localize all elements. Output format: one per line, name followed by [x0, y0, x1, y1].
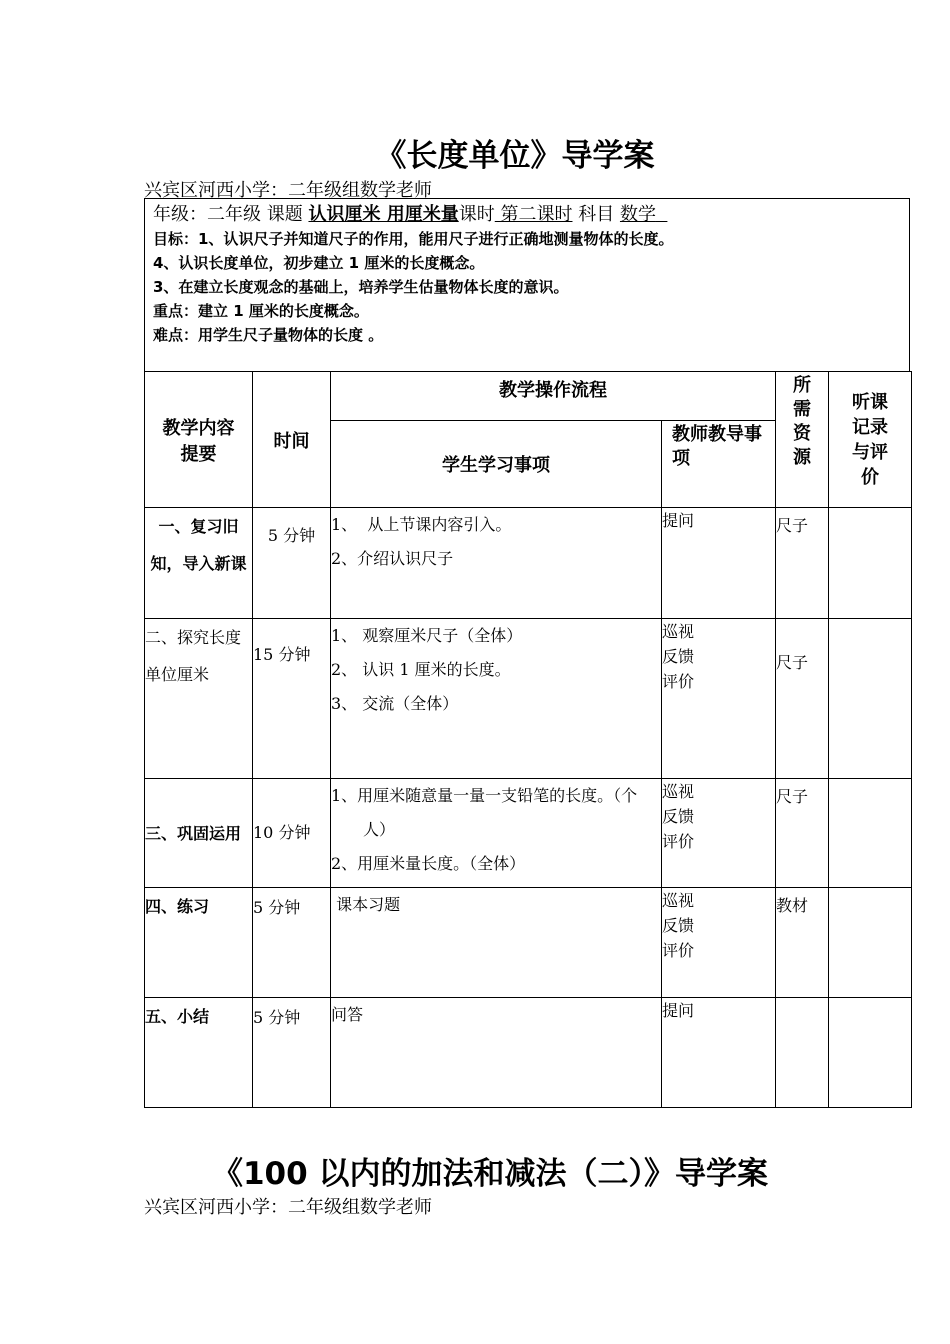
grade-value: 二年级: [207, 204, 261, 225]
lesson-info-box: [144, 198, 910, 372]
grade-label: 年级：: [153, 204, 207, 225]
resource-cell: 教材: [776, 888, 829, 998]
subject-value: 数学: [619, 204, 656, 225]
time-cell: 5 分钟: [253, 508, 331, 619]
time-cell: 5 分钟: [253, 998, 331, 1108]
notes-cell: [829, 998, 912, 1108]
key-point-line: 重点：建立 1 厘米的长度概念。: [153, 302, 369, 320]
topic-value: 认识厘米 用厘米量: [308, 204, 459, 225]
objective-line: 目标：1、认识尺子并知道尺子的作用，能用尺子进行正确地测量物体的长度。: [153, 230, 674, 248]
teacher-action: 巡视: [662, 622, 695, 641]
topic-label: 课题: [266, 204, 303, 225]
teacher-action: 评价: [662, 832, 695, 851]
period-value: 第二课时: [500, 204, 573, 225]
teacher-action: 评价: [662, 941, 695, 960]
resource-cell: [776, 998, 829, 1108]
header-notes: 听课记录与评价: [829, 372, 912, 508]
activity-item: 3、 交流（全体）: [331, 694, 459, 713]
resource-cell: 尺子: [776, 779, 829, 888]
table-row: [145, 779, 912, 888]
teacher-action: 反馈: [662, 807, 695, 826]
page-title: 《长度单位》导学案: [375, 138, 655, 174]
teacher-cell: [662, 888, 776, 998]
notes-cell: [829, 508, 912, 619]
time-cell: 10 分钟: [253, 779, 331, 888]
teacher-action: 评价: [662, 672, 695, 691]
notes-cell: [829, 779, 912, 888]
header-content: 教学内容提要: [145, 372, 253, 508]
activities-cell: [331, 779, 662, 888]
period-label: 课时: [458, 204, 495, 225]
lesson-plan-table: [144, 371, 912, 1108]
table-row: [145, 619, 912, 779]
activities-cell: [331, 998, 662, 1108]
table-row: [145, 508, 912, 619]
notes-cell: [829, 888, 912, 998]
activities-cell: [331, 888, 662, 998]
table-row: [145, 998, 912, 1108]
header-time: 时间: [253, 372, 331, 508]
section-title: 五、小结: [145, 998, 253, 1108]
teacher-action: 提问: [662, 1001, 695, 1020]
section-title: 一、复习旧知，导入新课: [145, 508, 253, 619]
activities-cell: [331, 619, 662, 779]
activity-item: 2、介绍认识尺子: [331, 549, 454, 568]
teacher-action: 反馈: [662, 647, 695, 666]
resource-cell: 尺子: [776, 508, 829, 619]
header-process: 教学操作流程: [331, 372, 776, 421]
section-title: 二、探究长度单位厘米: [145, 619, 253, 779]
activity-item: 问答: [331, 1005, 364, 1024]
subject-label: 科目: [578, 204, 615, 225]
notes-cell: [829, 619, 912, 779]
teacher-cell: [662, 619, 776, 779]
header-student: 学生学习事项: [331, 421, 662, 508]
time-cell: 15 分钟: [253, 619, 331, 779]
header-resources: 所需资源: [776, 372, 829, 508]
objective-line: 3、在建立长度观念的基础上，培养学生估量物体长度的意识。: [153, 278, 569, 296]
lesson-meta-line: [153, 203, 901, 227]
activity-item: 1、 观察厘米尺子（全体）: [331, 626, 523, 645]
objective-line: 4、认识长度单位，初步建立 1 厘米的长度概念。: [153, 254, 485, 272]
activity-item: 1、 从上节课内容引入。: [331, 515, 512, 534]
table-row: [145, 888, 912, 998]
activity-item: 2、 认识 1 厘米的长度。: [331, 660, 511, 679]
section-title: 三、巩固运用: [145, 779, 253, 888]
activity-item: 2、用厘米量长度。（全体）: [331, 854, 526, 873]
activity-item: 1、用厘米随意量一量一支铅笔的长度。（个人）: [331, 786, 638, 839]
author-byline: 兴宾区河西小学：二年级组数学老师: [144, 180, 432, 201]
teacher-cell: [662, 779, 776, 888]
teacher-cell: [662, 508, 776, 619]
teacher-action: 巡视: [662, 891, 695, 910]
time-cell: 5 分钟: [253, 888, 331, 998]
teacher-action: 巡视: [662, 782, 695, 801]
teacher-action: 反馈: [662, 916, 695, 935]
activities-cell: [331, 508, 662, 619]
second-author-byline: 兴宾区河西小学：二年级组数学老师: [144, 1197, 432, 1218]
activity-item: 课本习题: [331, 895, 401, 914]
header-teacher: 教师教导事项: [662, 421, 776, 508]
teacher-cell: [662, 998, 776, 1108]
second-page-title: 《100 以内的加法和减法（二）》导学案: [211, 1156, 768, 1192]
resource-cell: 尺子: [776, 619, 829, 779]
difficulty-line: 难点：用学生尺子量物体的长度 。: [153, 326, 384, 344]
teacher-action: 提问: [662, 511, 695, 530]
section-title: 四、练习: [145, 888, 253, 998]
